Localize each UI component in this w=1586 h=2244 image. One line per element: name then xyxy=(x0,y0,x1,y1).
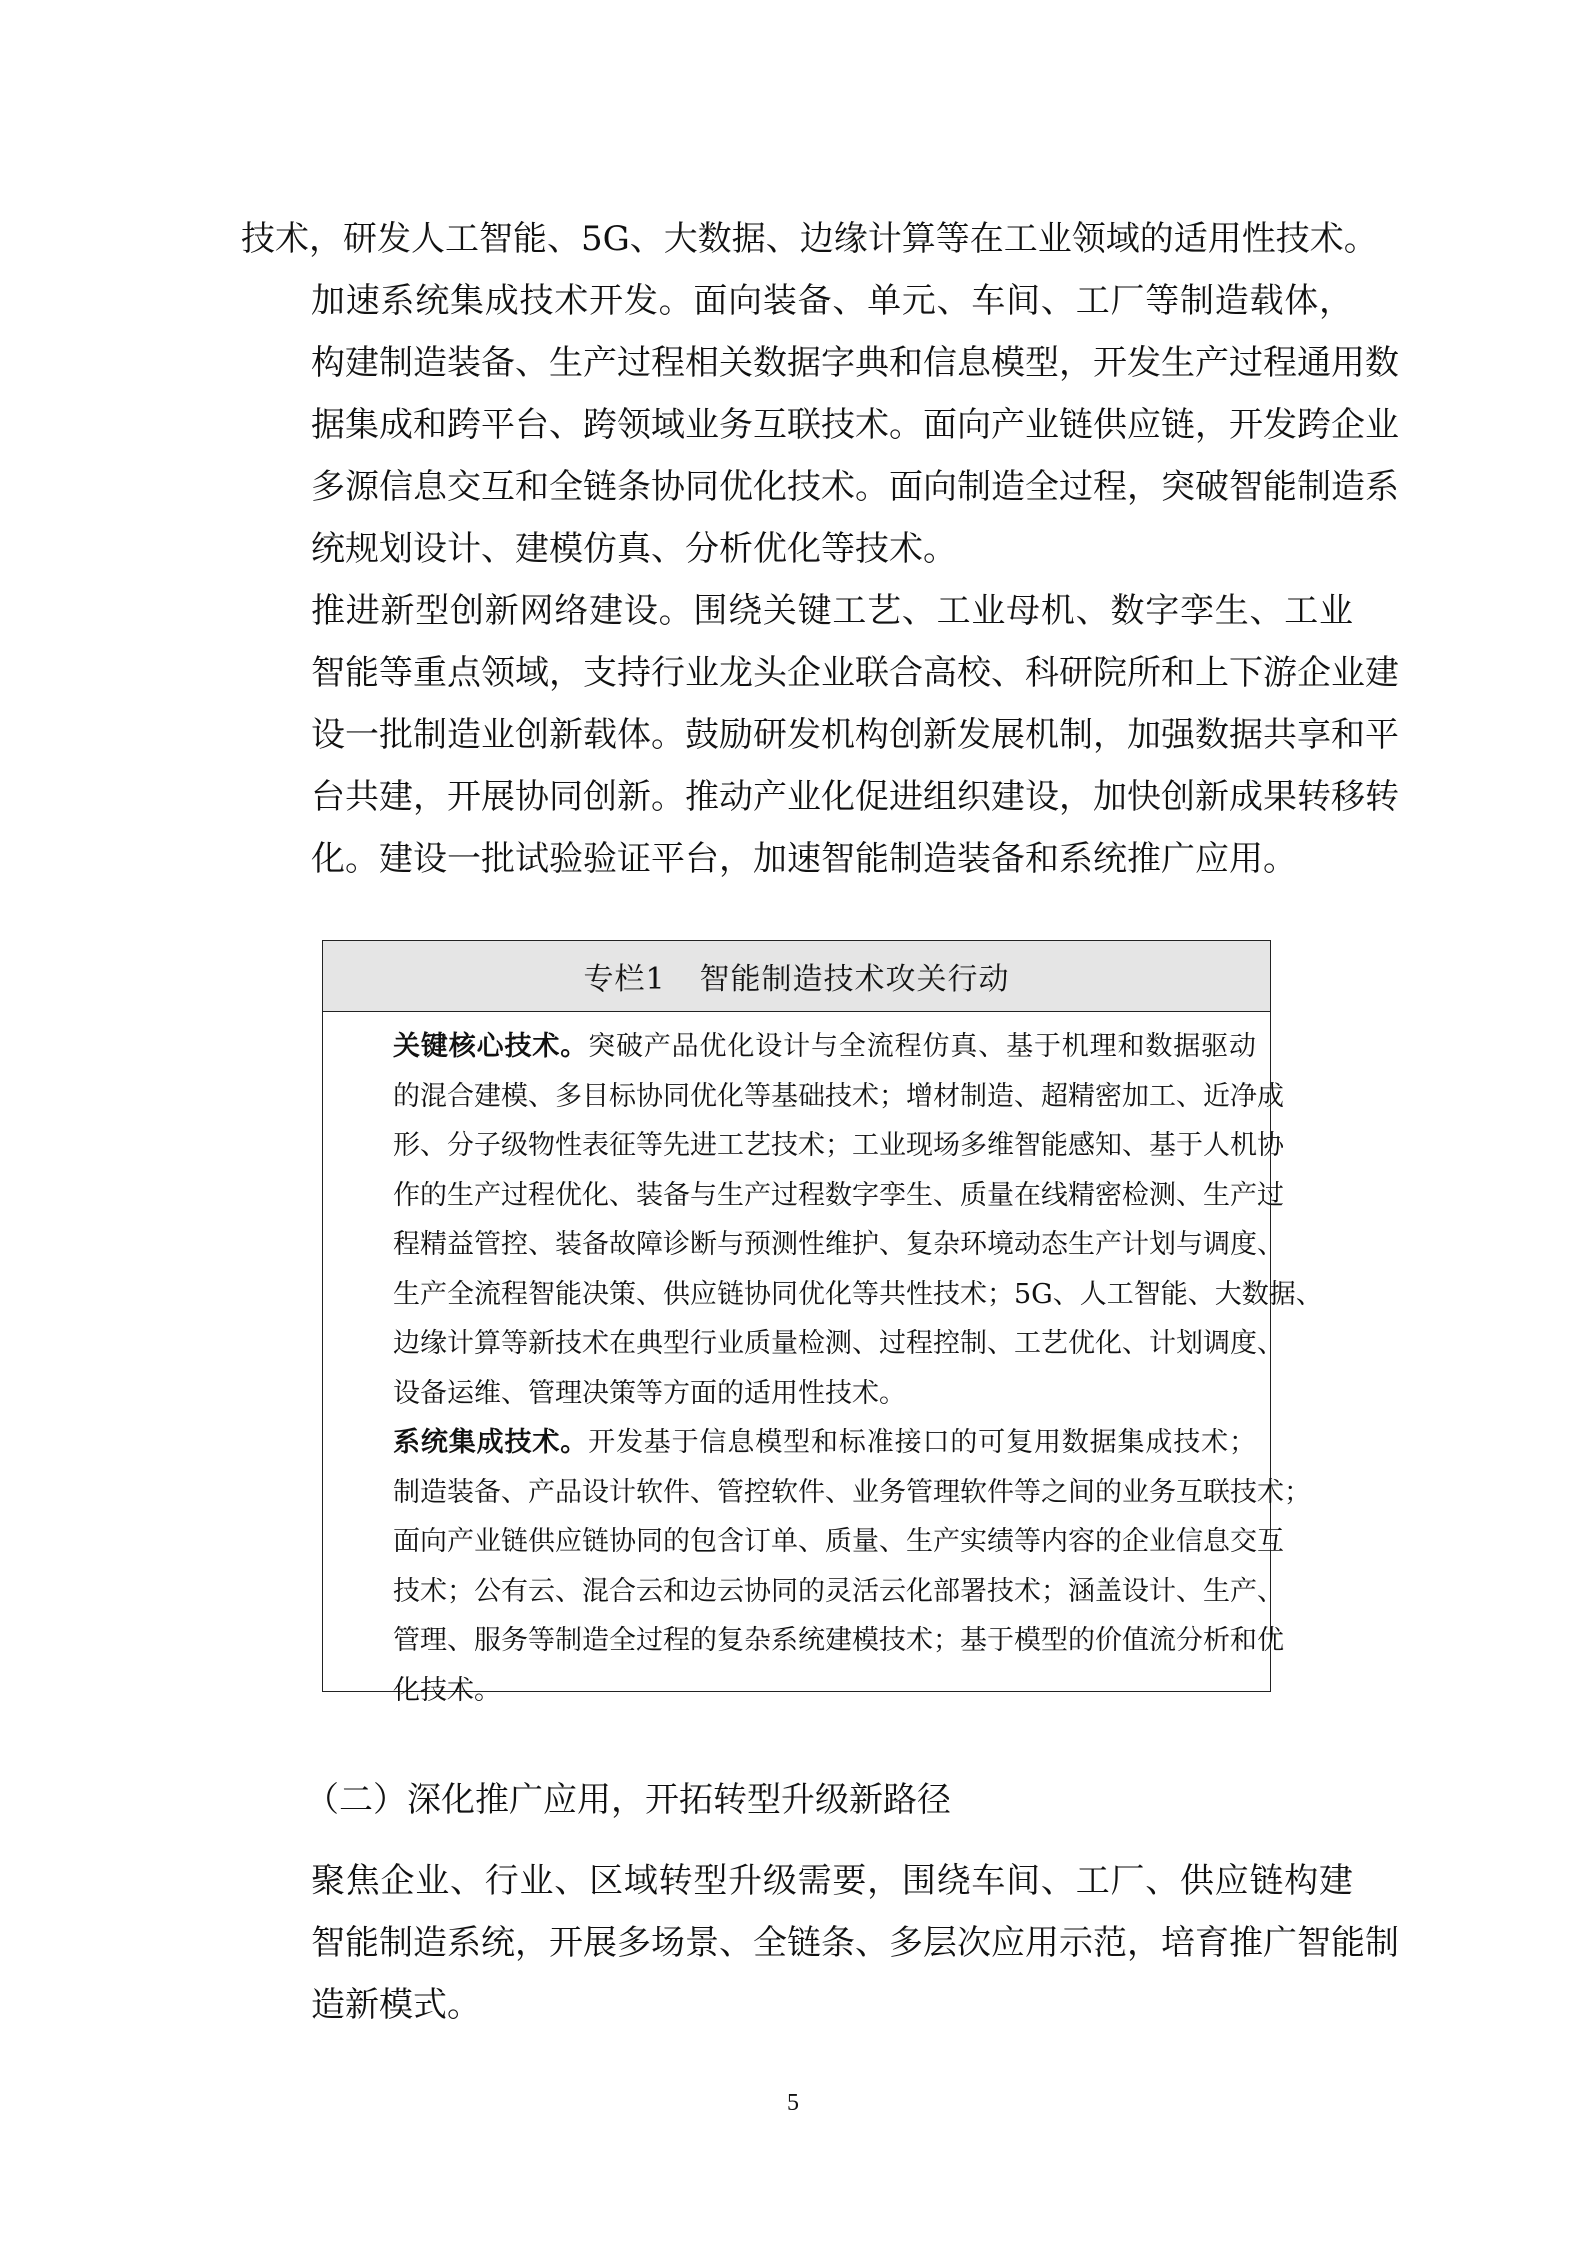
box-body xyxy=(323,1012,1323,1715)
text-line: 聚焦企业、行业、区域转型升级需要，围绕车间、工厂、供应链构建 xyxy=(311,1861,1353,1901)
text-line: 突破产品优化设计与全流程仿真、基于机理和数据驱动 xyxy=(588,1031,1257,1062)
text-line: 形、分子级物性表征等先进工艺技术；工业现场多维智能感知、基于人机协 xyxy=(393,1130,1284,1161)
text-line: 多源信息交互和全链条协同优化技术。面向制造全过程，突破智能制造系 xyxy=(311,467,1399,507)
text-line: 程精益管控、装备故障诊断与预测性维护、复杂环境动态生产计划与调度、 xyxy=(393,1229,1284,1260)
text-line: 面向产业链供应链协同的包含订单、质量、生产实绩等内容的企业信息交互 xyxy=(393,1526,1284,1557)
text-line: 管理、服务等制造全过程的复杂系统建模技术；基于模型的价值流分析和优 xyxy=(393,1625,1284,1656)
text-line: 作的生产过程优化、装备与生产过程数字孪生、质量在线精密检测、生产过 xyxy=(393,1179,1284,1211)
bottom-body-text xyxy=(241,1850,1399,2036)
box-paragraph-lead: 关键核心技术。 xyxy=(393,1031,589,1062)
text-line: 构建制造装备、生产过程相关数据字典和信息模型，开发生产过程通用数 xyxy=(311,343,1399,383)
text-line: 智能制造系统，开展多场景、全链条、多层次应用示范，培育推广智能制 xyxy=(311,1923,1399,1963)
text-line: 生产全流程智能决策、供应链协同优化等共性技术；5G、人工智能、大数据、 xyxy=(393,1278,1323,1310)
text-line: 边缘计算等新技术在典型行业质量检测、过程控制、工艺优化、计划调度、 xyxy=(393,1328,1284,1359)
paragraph-continuation xyxy=(241,208,1378,270)
text-line: 化。建设一批试验验证平台，加速智能制造装备和系统推广应用。 xyxy=(311,839,1297,879)
text-line: 化技术。 xyxy=(393,1674,501,1706)
text-line: 制造装备、产品设计软件、管控软件、业务管理软件等之间的业务互联技术； xyxy=(393,1476,1311,1508)
text-line: 台共建，开展协同创新。推动产业化促进组织建设，加快创新成果转移转 xyxy=(311,777,1399,817)
text-line: 设一批制造业创新载体。鼓励研发机构创新发展机制，加强数据共享和平 xyxy=(311,715,1399,755)
page-number: 5 xyxy=(787,2090,799,2116)
text-line: 据集成和跨平台、跨领域业务互联技术。面向产业链供应链，开发跨企业 xyxy=(311,405,1399,445)
box-title-bar xyxy=(323,941,1270,1012)
paragraph-system-integration xyxy=(241,270,1399,580)
text-line: 推进新型创新网络建设。围绕关键工艺、工业母机、数字孪生、工业 xyxy=(311,591,1353,631)
feature-box xyxy=(322,940,1323,1706)
box-paragraph-lead: 系统集成技术。 xyxy=(393,1427,589,1458)
paragraph-application xyxy=(241,1850,1399,2036)
text-line: 智能等重点领域，支持行业龙头企业联合高校、科研院所和上下游企业建 xyxy=(311,653,1399,693)
box-title: 智能制造技术攻关行动 xyxy=(699,962,1010,997)
text-line: 设备运维、管理决策等方面的适用性技术。 xyxy=(393,1377,906,1409)
paragraph-innovation-network xyxy=(241,580,1399,890)
text-line: 造新模式。 xyxy=(311,1985,481,2025)
text-line: 技术，研发人工智能、5G、大数据、边缘计算等在工业领域的适用性技术。 xyxy=(241,219,1378,259)
box-paragraph-system-integration xyxy=(337,1418,1311,1715)
text-line: 加速系统集成技术开发。面向装备、单元、车间、工厂等制造载体， xyxy=(311,281,1353,321)
box-paragraph-core-tech xyxy=(337,1022,1323,1418)
section-heading: （二）深化推广应用，开拓转型升级新路径 xyxy=(305,1780,951,1820)
top-body-text xyxy=(241,208,1399,890)
text-line: 技术；公有云、混合云和边云协同的灵活云化部署技术；涵盖设计、生产、 xyxy=(393,1575,1284,1607)
text-line: 的混合建模、多目标协同优化等基础技术；增材制造、超精密加工、近净成 xyxy=(393,1080,1284,1112)
text-line: 开发基于信息模型和标准接口的可复用数据集成技术； xyxy=(588,1427,1257,1458)
box-label: 专栏1 xyxy=(583,962,666,997)
text-line: 统规划设计、建模仿真、分析优化等技术。 xyxy=(311,529,957,569)
